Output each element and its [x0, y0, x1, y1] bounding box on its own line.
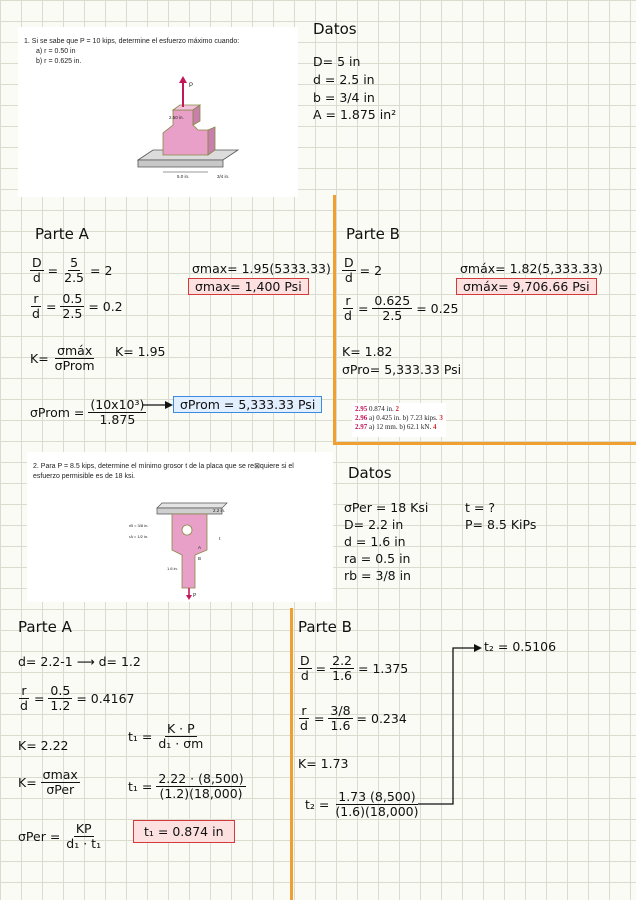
parte-b1-ratio-r-num: r: [345, 293, 351, 308]
parte-a2-t-sub-den: (1.2)(18,000): [159, 786, 243, 801]
datos2-line-1: D= 2.2 in: [344, 517, 404, 532]
parte-b1-ratio-r-num2: 0.625: [374, 293, 411, 308]
parte-a1-k-def-den: σProm: [54, 358, 95, 373]
parte-a2-sper-def-num: KP: [75, 821, 92, 836]
problem1-figure-label-thickness: 3/4 in.: [217, 174, 230, 179]
parte-b1-ratio-r-result: = 0.25: [416, 301, 459, 316]
parte-a2-t-def: [128, 722, 205, 751]
parte-b1-ratio-r-den2: 2.5: [382, 308, 403, 323]
datos2-line-2: d = 1.6 in: [344, 534, 406, 549]
parte-b1-ratio-r: $\frac{r}{d}$ = $\frac{0.625}{2.5}$ = 0.25: [344, 293, 459, 323]
parte-b2-ratio-r-num2: 3/8: [330, 703, 351, 718]
datos1-line-2: b = 3/4 in: [313, 90, 375, 105]
answer-1-mark: 3: [439, 414, 443, 422]
parte-a2-t-def-den: d₁ · σm: [158, 736, 204, 751]
parte-a1-ratio-D-den: d: [32, 270, 41, 285]
parte-a1-prom-eq-den: 1.875: [99, 412, 136, 427]
answer-2-num: 2.97: [355, 423, 368, 431]
problem1-card: [18, 27, 298, 197]
problem2-figure-label-t: t: [219, 536, 221, 541]
divider-horizontal-1: [333, 442, 636, 445]
datos2-title: Datos: [348, 464, 392, 482]
divider-vertical-2: [290, 608, 293, 900]
parte-a1-ratio-D-den2: 2.5: [64, 270, 85, 285]
datos2-right-1: P= 8.5 KiPs: [465, 517, 537, 532]
parte-a2-k-def: [18, 768, 80, 797]
parte-b2-ratio-r-den2: 1.6: [330, 718, 351, 733]
problem2-figure-label-width-top: 2.2 in.: [213, 508, 226, 513]
parte-a1-prom-eq-num: (10x10³): [90, 397, 145, 412]
problem1-item-b: b) r = 0.625 in.: [36, 58, 82, 65]
datos1-line-3: A = 1.875 in²: [313, 107, 397, 122]
parte-a2-ratio-r: $\frac{r}{d}$ = $\frac{0.5}{1.2}$ = 0.4167: [20, 683, 135, 713]
problem2-figure-label-width-bottom: 1.6 in.: [167, 566, 178, 571]
parte-b2-ratio-D-num2: 2.2: [332, 653, 353, 668]
parte-a2-k-def-num: σmax: [42, 767, 78, 782]
parte-b1-title: Parte B: [346, 225, 400, 243]
parte-a1-k-def-lhs: K=: [30, 351, 49, 366]
problem2-figure-label-p: P: [193, 593, 197, 599]
problem1-item-a: a) r = 0.50 in: [36, 48, 76, 55]
answer-0-mark: 2: [395, 405, 399, 413]
parte-a2-sper-def: [18, 822, 103, 851]
parte-b2-ratio-r-result: = 0.234: [356, 711, 407, 726]
parte-a2-ratio-r-num: r: [21, 683, 27, 698]
parte-a1-k-def-num: σmáx: [57, 343, 93, 358]
answers-snippet: [352, 403, 446, 437]
parte-a2-k-def-lhs: K=: [18, 775, 37, 790]
parte-b2-ratio-D-den: d: [300, 668, 309, 683]
parte-a1-prom-eq-lhs: σProm =: [30, 405, 85, 420]
parte-b2-ratio-r-den: d: [300, 718, 308, 733]
parte-a2-t-sub: [128, 772, 246, 801]
parte-a2-t-def-num: K · P: [167, 721, 195, 736]
answer-row-2: [355, 423, 443, 432]
problem1-statement: 1. Si se sabe que P = 10 kips, determine el esfuerzo máximo cuando:: [24, 38, 240, 45]
problem1-figure-label-width-top: 2.50 in.: [169, 115, 184, 120]
problem2-figure-label-ra: rA = 1/2 in.: [129, 534, 149, 539]
parte-a2-t-sub-num: 2.22 · (8,500): [158, 771, 244, 786]
problem2-figure-label-rb: rB = 3/8 in.: [129, 523, 149, 528]
datos2-right-0: t = ?: [465, 500, 495, 515]
parte-a1-prom-result: σProm = 5,333.33 Psi: [173, 396, 322, 413]
problem1-figure-label-p: P: [189, 83, 194, 89]
answer-1-num: 2.96: [355, 414, 368, 422]
answer-row-1: [355, 414, 443, 423]
parte-b2-title: Parte B: [298, 618, 352, 636]
parte-b2-ratio-D: $\frac{D}{d}$ = $\frac{2.2}{1.6}$ = 1.375: [300, 653, 409, 683]
answer-2-text: a) 12 mm. b) 62.1 kN.: [369, 423, 432, 431]
parte-a1-prom-eq: [30, 398, 146, 427]
problem1-figure-label-width-bottom: 5.0 in.: [177, 174, 190, 179]
parte-b2-t-eq-den: (1.6)(18,000): [335, 804, 419, 819]
datos2-line-0: σPer = 18 Ksi: [344, 500, 429, 515]
problem2-figure-label-a: A: [198, 545, 202, 550]
parte-a2-ratio-r-num2: 0.5: [50, 683, 71, 698]
parte-b2-t-eq-lhs: t₂ =: [305, 797, 330, 812]
parte-a2-ratio-r-den: d: [20, 698, 28, 713]
answer-0-num: 2.95: [355, 405, 368, 413]
datos2-line-4: rb = 3/8 in: [344, 568, 411, 583]
parte-a2-t-def-lhs: t₁ =: [128, 729, 153, 744]
parte-a1-ratio-r-den2: 2.5: [62, 306, 83, 321]
parte-b2-t-result: t₂ = 0.5106: [484, 639, 557, 654]
parte-b2-ratio-D-den2: 1.6: [332, 668, 353, 683]
answer-2-mark: 4: [432, 423, 437, 431]
parte-b2-ratio-D-result: = 1.375: [358, 661, 409, 676]
parte-a2-ratio-r-den2: 1.2: [50, 698, 71, 713]
parte-a2-sper-def-lhs: σPer =: [18, 829, 61, 844]
parte-a1-smax-result: σmax= 1,400 Psi: [188, 278, 309, 295]
parte-b1-smax-eq: σmáx= 1.82(5,333.33): [460, 261, 603, 276]
parte-a2-d-calc: d= 2.2-1 ⟶ d= 1.2: [18, 654, 141, 669]
datos1-line-1: d = 2.5 in: [313, 72, 375, 87]
parte-a1-arrow: [143, 399, 173, 411]
parte-a1-k-def: [30, 344, 97, 373]
datos1-line-0: D= 5 in: [313, 54, 361, 69]
parte-a1-ratio-r-result: = 0.2: [88, 299, 123, 314]
parte-b2-bracket-arrow: [418, 640, 484, 810]
parte-a2-t-sub-lhs: t₁ =: [128, 779, 153, 794]
parte-a1-ratio-D-num2: 5: [70, 255, 79, 270]
parte-a1-ratio-D-result: = 2: [90, 263, 113, 278]
datos2-line-3: ra = 0.5 in: [344, 551, 411, 566]
problem2-statement: 2. Para P = 8.5 kips, determine el mínimo grosor t de la placa que se re⊠quiere si el esfuerzo permisible es de 18 ksi.: [33, 463, 294, 480]
parte-a1-ratio-D: $\frac{D}{d}$ = $\frac{5}{2.5}$ = 2: [32, 255, 113, 285]
answer-0-text: 0.874 in.: [369, 405, 394, 413]
parte-a2-k-def-den: σPer: [46, 782, 75, 797]
parte-b1-smax-result: σmáx= 9,706.66 Psi: [456, 278, 597, 295]
parte-a2-k-val: K= 2.22: [18, 738, 69, 753]
parte-b2-ratio-D-num: D: [300, 653, 310, 668]
divider-vertical-1: [333, 195, 336, 445]
parte-a1-ratio-D-num: D: [32, 255, 42, 270]
parte-b2-t-eq: [305, 790, 420, 819]
problem2-figure: [127, 500, 237, 600]
parte-a1-ratio-r: $\frac{r}{d}$ = $\frac{0.5}{2.5}$ = 0.2: [32, 291, 123, 321]
parte-a2-sper-def-den: d₁ · t₁: [66, 836, 102, 851]
parte-a1-smax-eq: σmax= 1.95(5333.33): [192, 261, 331, 276]
parte-b2-k-val: K= 1.73: [298, 756, 349, 771]
parte-b1-prom-val: σPro= 5,333.33 Psi: [342, 362, 462, 377]
parte-b1-ratio-D-result: = 2: [359, 263, 383, 278]
problem2-figure-label-b: B: [198, 556, 202, 561]
datos1-title: Datos: [313, 20, 357, 38]
parte-a2-title: Parte A: [18, 618, 72, 636]
parte-b1-ratio-D-den: d: [344, 270, 353, 285]
answer-row-0: [355, 405, 443, 414]
parte-b2-ratio-r-num: r: [301, 703, 307, 718]
parte-a1-ratio-r-den: d: [32, 306, 40, 321]
problem2-card: [27, 452, 333, 602]
parte-a2-t-result: t₁ = 0.874 in: [133, 820, 235, 843]
parte-a2-ratio-r-result: = 0.4167: [76, 691, 135, 706]
problem1-figure: [133, 75, 243, 195]
parte-a1-title: Parte A: [35, 225, 89, 243]
parte-b1-ratio-D: [342, 256, 382, 285]
parte-b2-ratio-r: $\frac{r}{d}$ = $\frac{3/8}{1.6}$ = 0.234: [300, 703, 407, 733]
answer-1-text: a) 0.425 in. b) 7.23 kips.: [369, 414, 438, 422]
parte-b2-t-eq-num: 1.73 (8,500): [338, 789, 416, 804]
parte-b1-ratio-D-num: D: [344, 255, 354, 270]
parte-a1-ratio-r-num2: 0.5: [62, 291, 83, 306]
parte-a1-k-val: K= 1.95: [115, 344, 166, 359]
parte-a1-ratio-r-num: r: [33, 291, 39, 306]
parte-b1-ratio-r-den: d: [344, 308, 352, 323]
parte-b1-k-val: K= 1.82: [342, 344, 393, 359]
